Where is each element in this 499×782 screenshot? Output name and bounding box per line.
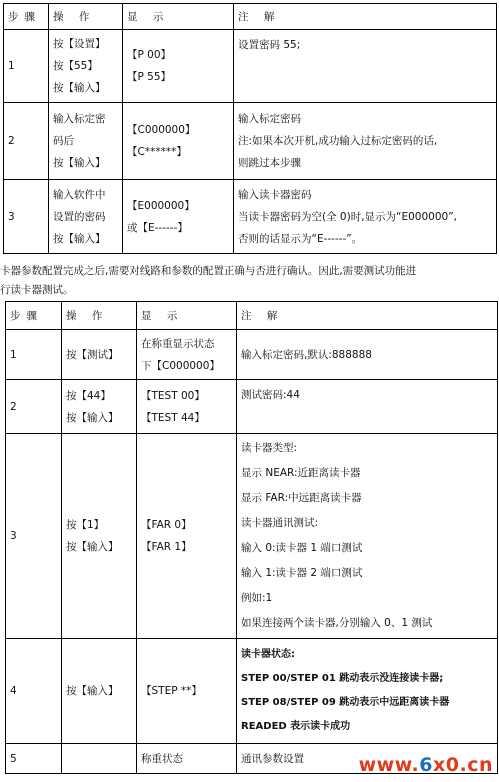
note-line: STEP 08/STEP 09 跳动表示中远距离读卡器 [241, 697, 450, 708]
step-cell: 5 [6, 744, 62, 774]
display-line: 【E000000】 [127, 199, 195, 212]
intro-paragraph [0, 262, 499, 300]
note-line: 如果连接两个读卡器,分别输入 0、1 测试 [241, 617, 433, 629]
header-operation: 操 作 [49, 4, 123, 30]
table-row [4, 30, 497, 103]
table-row [6, 434, 498, 639]
display-line: 【C000000】 [127, 124, 196, 136]
operation-line: 设置的密码 [53, 210, 106, 223]
header-step: 步骤 [6, 302, 62, 330]
step-cell: 4 [6, 639, 62, 744]
display-line: 称重状态 [141, 752, 183, 765]
note-cell [237, 639, 498, 744]
operation-line: 按【输入】 [53, 232, 106, 245]
operation-line: 码后 [53, 135, 74, 147]
watermark-logo [359, 754, 493, 776]
operation-line: 按【输入】 [66, 541, 119, 553]
note-line: 则跳过本步骤 [238, 157, 301, 169]
paragraph-line: 行读卡器测试。 [0, 284, 74, 296]
header-step: 步骤 [4, 4, 49, 30]
note-line: 显示 NEAR:近距离读卡器 [241, 467, 361, 479]
display-line: 【C******】 [127, 146, 187, 158]
header-operation: 操 作 [62, 302, 137, 330]
watermark-part: www. [358, 754, 420, 776]
header-note: 注 解 [234, 4, 497, 30]
display-cell [137, 380, 237, 434]
display-cell [123, 180, 234, 254]
note-line: 输入 1:读卡器 2 端口测试 [241, 567, 363, 579]
header-display: 显 示 [123, 4, 234, 30]
note-line: 当读卡器密码为空(全 0)时,显示为“E000000”, [238, 210, 457, 223]
operation-line: 按【输入】 [53, 157, 106, 169]
operation-cell [62, 744, 137, 774]
paragraph-line: 卡器参数配置完成之后,需要对线路和参数的配置正确与否进行确认。因此,需要测试功能进 [0, 265, 417, 277]
table-row [4, 180, 497, 254]
note-line: 输入 0:读卡器 1 端口测试 [241, 542, 363, 554]
display-cell [137, 434, 237, 639]
table-header-row [6, 302, 498, 330]
note-cell [234, 103, 497, 180]
note-cell [237, 434, 498, 639]
operation-line: 按【44】 [66, 389, 111, 402]
display-cell [137, 330, 237, 380]
operation-line: 按【输入】 [66, 685, 119, 697]
operation-cell [62, 330, 137, 380]
display-line: 下【C000000】 [141, 359, 220, 372]
operation-line: 输入软件中 [53, 188, 106, 201]
note-line: STEP 00/STEP 01 跳动表示没连接读卡器; [241, 673, 444, 684]
note-line: 输入读卡器密码 [238, 188, 312, 201]
note-line: 输入标定密码 [238, 113, 301, 125]
display-line: 【FAR 0】 [141, 519, 192, 531]
table-row [6, 380, 498, 434]
display-line: 【STEP **】 [141, 685, 202, 697]
note-cell [234, 30, 497, 103]
step-cell: 3 [6, 434, 62, 639]
reader-test-table [5, 301, 498, 774]
step-cell: 1 [4, 30, 49, 103]
table-row [6, 330, 498, 380]
operation-cell [62, 380, 137, 434]
operation-cell [62, 434, 137, 639]
operation-cell [49, 103, 123, 180]
header-display: 显 示 [137, 302, 237, 330]
note-cell [234, 180, 497, 254]
operation-line: 输入标定密 [53, 113, 106, 125]
operation-line: 按【设置】 [53, 38, 106, 50]
operation-cell [49, 30, 123, 103]
table-row [4, 103, 497, 180]
display-cell [137, 639, 237, 744]
watermark-part: .cn [459, 754, 493, 776]
note-line: 否则的话显示为“E------”。 [238, 232, 363, 245]
operation-line: 按【55】 [53, 60, 98, 72]
operation-line: 按【输入】 [53, 82, 106, 94]
display-line: 在称重显示状态 [141, 337, 215, 350]
display-line: 【TEST 44】 [141, 411, 205, 424]
operation-line: 按【测试】 [66, 348, 119, 361]
operation-cell [62, 639, 137, 744]
watermark-part: x0 [433, 754, 460, 776]
note-line: 读卡器类型: [241, 442, 298, 454]
watermark-part: 6 [419, 754, 433, 776]
display-cell [123, 30, 234, 103]
step-cell: 2 [4, 103, 49, 180]
note-line: 显示 FAR:中远距离读卡器 [241, 492, 362, 504]
note-line: 测试密码:44 [241, 389, 300, 401]
table-header-row [4, 4, 497, 30]
note-line: 注:如果本次开机,成功输入过标定密码的话, [238, 135, 438, 147]
note-cell [237, 330, 498, 380]
display-line: 【FAR 1】 [141, 541, 192, 553]
display-line: 【P 55】 [127, 71, 172, 83]
step-cell: 3 [4, 180, 49, 254]
note-line: 例如:1 [241, 592, 273, 604]
note-line: 设置密码 55; [238, 39, 301, 51]
display-line: 【TEST 00】 [141, 389, 205, 402]
note-line: 读卡器通讯测试: [241, 517, 319, 529]
step-cell: 1 [6, 330, 62, 380]
step-cell: 2 [6, 380, 62, 434]
table-row [6, 639, 498, 744]
display-cell [137, 744, 237, 774]
note-line: READED 表示读卡成功 [241, 721, 351, 732]
note-line: 读卡器状态: [241, 649, 295, 660]
header-note: 注 解 [237, 302, 498, 330]
display-cell [123, 103, 234, 180]
password-steps-table [3, 3, 497, 254]
display-line: 【P 00】 [127, 49, 172, 61]
display-line: 或【E------】 [127, 221, 188, 234]
note-line: 输入标定密码,默认:888888 [241, 348, 372, 361]
operation-line: 按【1】 [66, 519, 105, 531]
note-line: 通讯参数设置 [241, 752, 304, 765]
operation-cell [49, 180, 123, 254]
operation-line: 按【输入】 [66, 411, 119, 424]
note-cell [237, 380, 498, 434]
